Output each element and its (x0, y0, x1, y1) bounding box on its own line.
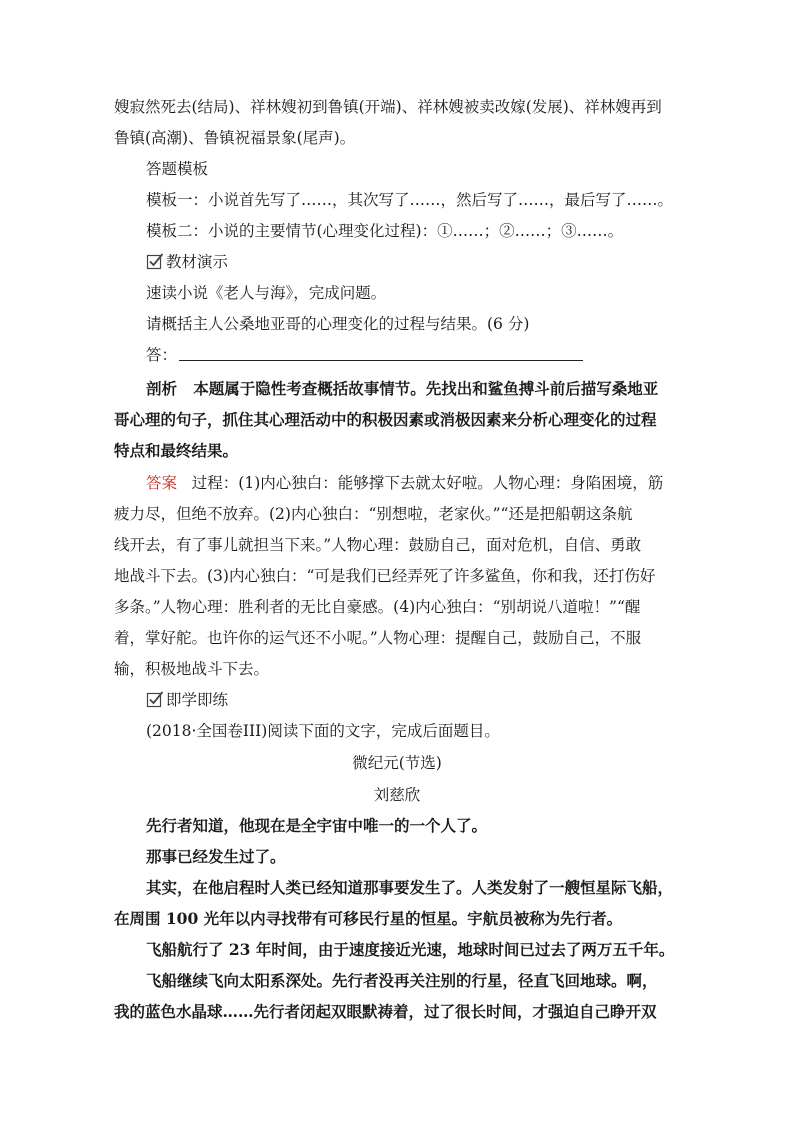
analysis-line (146, 379, 658, 399)
answer-key-line: 输，积极地战斗下去。 (114, 660, 270, 678)
story-paragraph: 那事已经发生过了。 (146, 847, 286, 866)
task-instruction: 速读小说《老人与海》，完成问题。 (146, 284, 387, 302)
exam-source: (2018·全国卷III)阅读下面的文字，完成后面题目。 (146, 722, 500, 740)
answer-line (146, 345, 583, 365)
text-line: 嫂寂然死去(结局)、祥林嫂初到鲁镇(开端)、祥林嫂被卖改嫁(发展)、祥林嫂再到 (114, 98, 662, 116)
story-paragraph: 其实，在他启程时人类已经知道那事要发生了。人类发射了一艘恒星际飞船， (146, 878, 674, 897)
story-title: 微纪元(节选) (352, 754, 442, 772)
text-line: 鲁镇(高潮)、鲁镇祝福景象(尾声)。 (114, 129, 356, 147)
analysis-line: 哥心理的句子，抓住其心理活动中的积极因素或消极因素来分析心理变化的过程 (114, 410, 657, 429)
analysis-label: 剖析 (146, 379, 178, 398)
answer-blank (179, 346, 583, 361)
analysis-text: 本题属于隐性考查概括故事情节。先找出和鲨鱼搏斗前后描写桑地亚 (193, 379, 659, 398)
story-paragraph: 在周围 100 光年以内寻找带有可移民行星的恒星。宇航员被称为先行者。 (114, 909, 623, 928)
story-paragraph: 飞船航行了 23 年时间，由于速度接近光速，地球时间已过去了两万五千年。 (146, 940, 675, 959)
question-text: 请概括主人公桑地亚哥的心理变化的过程与结果。(6 分) (146, 315, 530, 333)
answer-key-label: 答案 (146, 474, 178, 492)
answer-key-line: 线开去，有了事儿就担当下来。”人物心理：鼓励自己，面对危机，自信、勇敢 (114, 536, 642, 554)
analysis-line: 特点和最终结果。 (114, 441, 239, 460)
answer-key-line: 地战斗下去。(3)内心独白：“可是我们已经弄死了许多鲨鱼，你和我，还打伤好 (114, 567, 656, 585)
story-author: 刘慈欣 (373, 786, 421, 804)
section-label: 教材演示 (166, 253, 229, 271)
story-paragraph: 我的蓝色水晶球……先行者闭起双眼默祷着，过了很长时间，才强迫自己睁开双 (114, 1002, 657, 1021)
template-two: 模板二：小说的主要情节(心理变化过程)：①……；②……；③……。 (146, 222, 624, 240)
checkbox-check-icon (146, 690, 164, 708)
answer-prompt: 答： (146, 346, 178, 364)
answer-key-line (146, 473, 663, 493)
template-heading: 答题模板 (146, 160, 209, 178)
section-heading-practice (146, 690, 228, 710)
story-paragraph: 先行者知道，他现在是全宇宙中唯一的一个人了。 (146, 816, 488, 835)
checkbox-check-icon (146, 252, 164, 270)
answer-key-line: 疲力尽，但绝不放弃。(2)内心独白：“别想啦，老家伙。”“还是把船朝这条航 (114, 505, 633, 523)
section-label: 即学即练 (166, 691, 229, 709)
template-one: 模板一：小说首先写了……，其次写了……，然后写了……，最后写了……。 (146, 191, 674, 209)
story-paragraph: 飞船继续飞向太阳系深处。先行者没再关注别的行星，径直飞回地球。啊， (146, 971, 658, 990)
answer-key-text: 过程：(1)内心独白：能够撑下去就太好啦。人物心理：身陷困境，筋 (191, 474, 664, 492)
section-heading-textbook (146, 252, 228, 272)
answer-key-line: 多条。”人物心理：胜利者的无比自豪感。(4)内心独白：“别胡说八道啦！”“醒 (114, 598, 641, 616)
answer-key-line: 着，掌好舵。也许你的运气还不小呢。”人物心理：提醒自己，鼓励自己，不服 (114, 629, 642, 647)
